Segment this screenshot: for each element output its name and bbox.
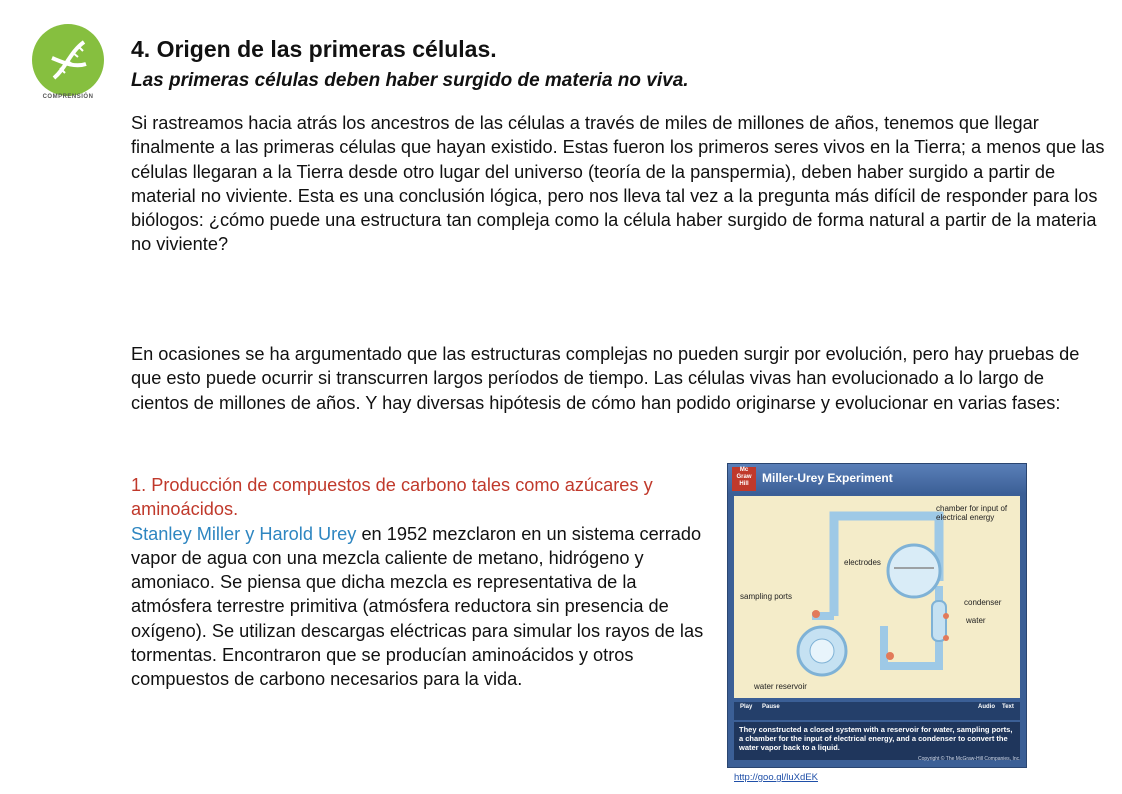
figure-header	[728, 464, 1026, 494]
source-link[interactable]: http://goo.gl/luXdEK	[734, 772, 818, 783]
label-water: water	[966, 616, 986, 625]
page-subtitle: Las primeras células deben haber surgido de materia no viva.	[131, 70, 689, 91]
logo-caption: COMPRENSIÓN	[42, 94, 94, 100]
apparatus-diagram	[734, 496, 1020, 698]
paragraph-evolution: En ocasiones se ha argumentado que las estructuras complejas no pueden surgir por evolución, pero hay pruebas de que esto puede ocurrir si transcurren largos períodos de tiempo. Las células vivas han evolucionado a lo largo de cientos de millones de años. Y hay diversas hipótesis de cómo han podido originarse y evolucionar en varias fases:	[131, 344, 1080, 413]
text-button[interactable]: Text	[1002, 704, 1014, 710]
dna-icon	[32, 24, 104, 96]
figure-caption: They constructed a closed system with a reservoir for water, sampling ports, a chamber for the input of electrical energy, and a condenser to convert the water vapor back to a liquid.	[734, 722, 1020, 760]
logo-circle	[32, 24, 104, 96]
label-water-reservoir: water reservoir	[754, 682, 807, 691]
label-chamber: chamber for input of electrical energy	[936, 504, 1008, 522]
miller-urey-figure	[727, 463, 1027, 768]
label-condenser: condenser	[964, 598, 1002, 607]
figure-controls	[734, 702, 1020, 720]
section-miller-urey	[131, 473, 711, 692]
paragraph-intro: Si rastreamos hacia atrás los ancestros de las células a través de miles de millones de años, tenemos que llegar finalmente a las primeras células que hayan existido. Estas fueron los primeros seres vivos en la Tierra; a menos que las células llegaran a la Tierra desde otro lugar del universo (teoría de la panspermia), deben haber surgido a partir de material no viviente. Esta es una conclusión lógica, pero nos lleva tal vez a la pregunta más difícil de responder para los biólogos: ¿cómo puede una estructura tan compleja como la célula haber surgido de forma natural a partir de la materia no viviente?	[131, 113, 1105, 255]
section-body: en 1952 mezclaron en un sistema cerrado vapor de agua con una mezcla caliente de metano, hidrógeno y amoniaco. Se piensa que dicha mezcla es representativa de la atmósfera terrestre primitiva (atmósfera reductora sin presencia de oxígeno). Se utilizan descargas eléctricas para simular los rayos de las tormentas. Encontraron que se producían aminoácidos y otros compuestos de carbono necesarios para la vida.	[131, 523, 704, 690]
figure-title: Miller-Urey Experiment	[762, 471, 893, 485]
scientist-names: Stanley Miller y Harold Urey	[131, 523, 357, 544]
figure-copyright: Copyright © The McGraw-Hill Companies, Inc.	[918, 756, 1021, 762]
page-title: 4. Origen de las primeras células.	[131, 36, 497, 62]
audio-button[interactable]: Audio	[978, 704, 995, 710]
pause-button[interactable]: Pause	[762, 704, 780, 710]
comprension-logo	[30, 22, 106, 106]
label-electrodes: electrodes	[844, 558, 881, 567]
label-sampling-ports: sampling ports	[740, 592, 793, 601]
play-button[interactable]: Play	[740, 704, 753, 710]
section-heading: 1. Producción de compuestos de carbono tales como azúcares y aminoácidos.	[131, 475, 653, 520]
mcgraw-hill-logo: Mc Graw Hill	[732, 467, 756, 491]
